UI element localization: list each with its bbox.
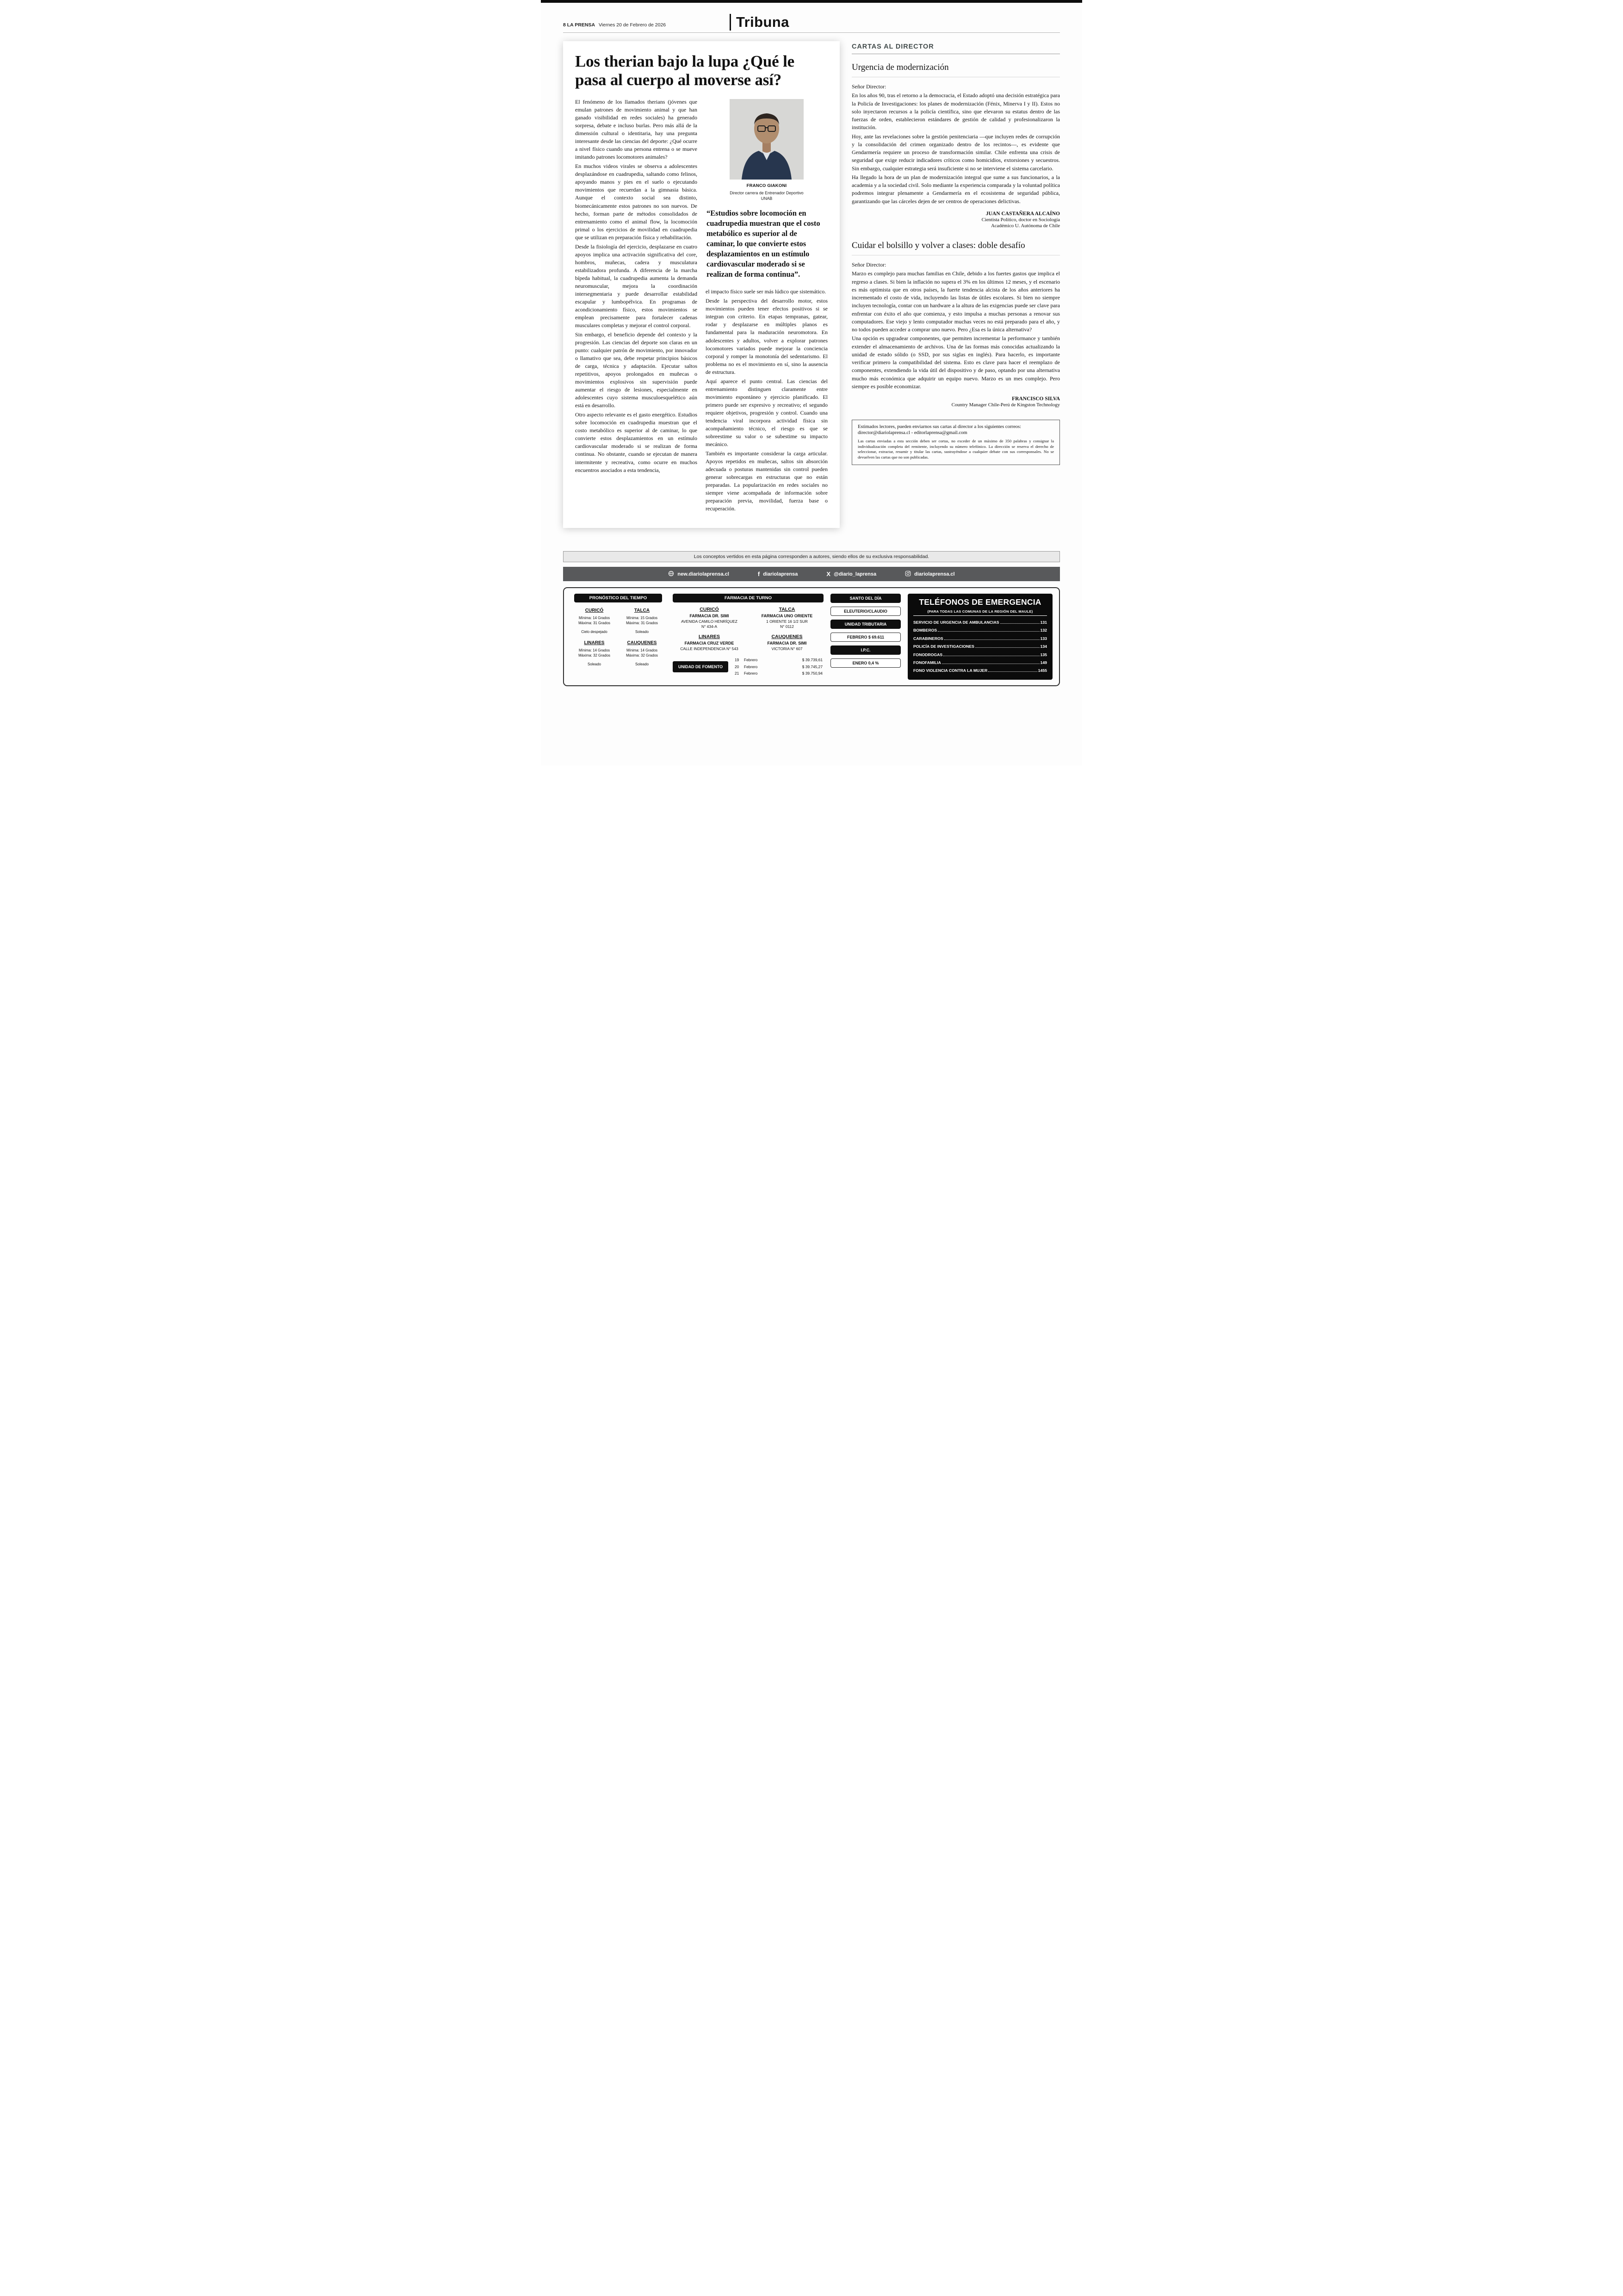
- article-paragraph: Sin embargo, el beneficio depende del contexto y la progresión. Las ciencias del deporte son claras en un punto: cualquier patrón de movimiento, por innovador o llamativo que sea, debe respetar principios básicos de carga, técnica y adaptación. Ejecutar saltos repetitivos, apoyos prolongados en muñecas o movimientos explosivos sin supervisión puede aumentar el riesgo de lesiones, especialmente en adolescentes cuyo sistema musculoesquelético aún está en desarrollo.: [575, 331, 697, 409]
- photo-credit-name: FRANCO GIAKONI: [746, 183, 787, 189]
- pharmacy-entry-linares: [673, 634, 746, 652]
- emergency-number: 132: [1040, 628, 1047, 633]
- edition-label: 8 LA PRENSA: [563, 22, 595, 28]
- photo-caption: [730, 183, 804, 201]
- pharmacy-address: CALLE INDEPENDENCIA N° 543: [680, 646, 738, 651]
- uf-month: Febrero: [743, 664, 758, 669]
- social-item-x: [826, 571, 876, 577]
- leader-dots: [944, 639, 1040, 640]
- weather-city-name: TALCA: [634, 608, 650, 613]
- header-rule: [563, 32, 1060, 33]
- emergency-label: FONOFAMILIA: [913, 660, 941, 665]
- leader-dots: [938, 631, 1039, 632]
- emergency-label: SERVICIO DE URGENCIA DE AMBULANCIAS: [913, 620, 999, 625]
- emergency-number: 133: [1040, 636, 1047, 641]
- weather-min: Mínima: 14 Grados: [578, 648, 610, 652]
- uf-value: $ 39.739,61: [802, 657, 823, 662]
- edition-date: Viernes 20 de Febrero de 2026: [598, 22, 666, 28]
- instagram-icon: [905, 571, 911, 578]
- pharmacy-address: AVENIDA CAMILO HENRÍQUEZ: [681, 619, 737, 624]
- uf-day: 21: [734, 671, 739, 676]
- submission-emails: director@diariolaprensa.cl - editorlaprensa@gmail.com: [858, 430, 967, 436]
- signature-role: Cientista Político, doctor en Sociología: [981, 217, 1060, 223]
- globe-icon: [668, 571, 674, 578]
- weather-city-curico: [570, 608, 618, 634]
- letter-cuidar-el-bolsillo: [852, 241, 1060, 408]
- unidad-tributaria-title: UNIDAD TRIBUTARIA: [830, 620, 901, 629]
- weather-city-grid: [570, 608, 666, 666]
- article-column-1: [575, 98, 697, 514]
- weather-max: Máxima: 31 Grados: [626, 621, 658, 626]
- weather-min: Mínima: 15 Grados: [626, 616, 658, 620]
- main-content: [563, 41, 1060, 541]
- ipc-value: ENERO 0,4 %: [830, 658, 901, 668]
- pharmacy-city: CURICÓ: [700, 607, 719, 612]
- article-paragraph: Desde la fisiología del ejercicio, desplazarse en cuatro apoyos implica una activación significativa del core, hombros, muñecas, cadera y musculatura estabilizadora profunda. A diferencia de la marcha bípeda habitual, la cuadrupedia aumenta la demanda neuromuscular, mejora la coordinación intersegmentaria y puede desarrollar estabilidad escapular y lumbopélvica. En programas de acondicionamiento físico, estos movimientos se emplean precisamente para fortalecer cadenas musculares completas y mejorar el control corporal.: [575, 243, 697, 329]
- unidad-tributaria-value: FEBRERO $ 69.611: [830, 633, 901, 642]
- feature-article: [563, 41, 840, 528]
- signature-role: Académico U. Autónoma de Chile: [991, 223, 1060, 229]
- letter-signature: [852, 211, 1060, 229]
- emergency-row: [913, 635, 1047, 643]
- social-web-handle: new.diariolaprensa.cl: [677, 571, 729, 577]
- ipc-title: I.P.C.: [830, 645, 901, 655]
- emergency-title: TELÉFONOS DE EMERGENCIA: [919, 597, 1041, 607]
- emergency-label: FONODROGAS: [913, 652, 943, 657]
- uf-value: $ 39.745,27: [802, 664, 823, 669]
- letter-paragraph: En los años 90, tras el retorno a la democracia, el Estado adoptó una decisión estratégica para la Policía de Investigaciones: los planes de modernización (Fénix, Minerva I y II). Estos no solo inyectaron recursos a la policía científica, sino que elevaron su estatus dentro de las fuerzas de orden, establecieron estándares de gestión de calidad y profesionalizaron la institución.: [852, 92, 1060, 131]
- section-divider-bar: [730, 14, 731, 31]
- weather-section: [570, 594, 666, 680]
- info-footer: [563, 587, 1060, 686]
- portrait-photo: [730, 99, 804, 180]
- uf-title: UNIDAD DE FOMENTO: [673, 661, 728, 672]
- pharmacy-section: [673, 594, 824, 680]
- weather-city-name: CURICÓ: [585, 608, 604, 613]
- uf-day: 19: [734, 657, 739, 662]
- article-columns: [575, 98, 828, 514]
- uf-row: [734, 657, 824, 664]
- letters-section-title: CARTAS AL DIRECTOR: [852, 43, 934, 50]
- article-paragraph: Otro aspecto relevante es el gasto energético. Estudios sobre locomoción en cuadrupedia muestran que el costo metabólico es superior al de caminar, lo que convierte estos desplazamientos en un estímulo cardiovascular moderado si se realizan de forma continua. No obstante, cuando se ejecutan de manera intermitente y recreativa, como ocurre en muchos encuentros asociados a esta tendencia,: [575, 411, 697, 473]
- article-paragraph: En muchos videos virales se observa a adolescentes desplazándose en cuadrupedia, saltando como felinos, apoyando manos y pies en el suelo o ejecutando movimientos que recuerdan a la gimnasia básica. Aunque el contexto social sea distinto, biomecánicamente estos patrones no son nuevos. De hecho, forman parte de métodos consolidados de entrenamiento como el animal flow, la locomoción primal o los ejercicios de movilidad en cuadrupedia que se utilizan en preparación física y rehabilitación.: [575, 163, 697, 241]
- weather-condition: Soleado: [588, 662, 601, 666]
- indicators-section: [830, 594, 901, 680]
- emergency-label: BOMBEROS: [913, 628, 937, 633]
- article-photo-block: [730, 99, 804, 201]
- pharmacy-name: FARMACIA DR. SIMI: [689, 614, 729, 618]
- section-title-block: [730, 14, 789, 31]
- emergency-row: [913, 619, 1047, 627]
- pharmacy-city: LINARES: [698, 634, 720, 640]
- uf-month: Febrero: [743, 671, 758, 676]
- weather-condition: Soleado: [635, 662, 649, 666]
- emergency-number: 131: [1040, 620, 1047, 625]
- newspaper-page: [541, 0, 1082, 765]
- disclaimer-strip: Los conceptos vertidos en esta página corresponden a autores, siendo ellos de su exclusiva responsabilidad.: [563, 551, 1060, 562]
- pharmacy-address: N° 434-A: [701, 624, 718, 629]
- uf-row: [734, 670, 824, 677]
- leader-dots: [975, 647, 1040, 648]
- article-paragraph: El fenómeno de los llamados therians (jóvenes que emulan patrones de movimiento animal y que han ganado visibilidad en redes sociales) ha generado sorpresa, debate e incluso burlas. Pero más allá de la dimensión cultural o identitaria, hay una pregunta interesante desde las ciencias del deporte: ¿Qué ocurre a nivel físico cuando una persona entrena o se mueve imitando patrones locomotores animales?: [575, 99, 697, 161]
- photo-credit-role: Director carrera de Entrenador Deportivo UNAB: [730, 190, 804, 201]
- weather-max: Máxima: 32 Grados: [578, 653, 610, 658]
- pharmacy-entry-curico: [673, 607, 746, 629]
- uf-value: $ 39.750,94: [802, 671, 823, 676]
- letter-paragraph: Una opción es upgradear componentes, que permiten incrementar la performance y también extender el almacenamiento de archivos. Una de las formas más conocidas actualizando la unidad de estado sólido (o SSD, por sus siglas en inglés). Para hacerlo, es importante verificar primero la compatibilidad del sistema. Esto es clave para hacer el reemplazo de componentes, extendiendo la vida útil del dispositivo y de paso, optando por una alternativa mucho más económica que adquirir un equipo nuevo. Marzo es un mes complejo. Pero siempre es posible economizar.: [852, 335, 1060, 390]
- uf-day: 20: [734, 664, 739, 669]
- weather-min: Mínima: 14 Grados: [626, 648, 658, 652]
- weather-section-title: PRONÓSTICO DEL TIEMPO: [574, 594, 662, 602]
- emergency-row: [913, 659, 1047, 667]
- emergency-number: 135: [1040, 652, 1047, 657]
- signature-name: JUAN CASTAÑERA ALCAÍNO: [985, 211, 1060, 217]
- emergency-subtitle: (PARA TODAS LAS COMUNAS DE LA REGIÓN DEL MAULE): [913, 609, 1047, 616]
- section-title: Tribuna: [736, 14, 789, 30]
- pull-quote: “Estudios sobre locomoción en cuadrupedia muestran que el costo metabólico es superior al de caminar, lo que convierte estos desplazamientos en un estímulo cardiovascular moderado si se realizan de forma continua”.: [706, 208, 820, 279]
- pharmacy-grid: [673, 607, 824, 652]
- social-x-handle: @diario_laprensa: [834, 571, 877, 577]
- weather-max: Máxima: 32 Grados: [626, 653, 658, 658]
- weather-city-name: LINARES: [584, 640, 605, 645]
- letter-urgencia-de-modernizacion: [852, 62, 1060, 229]
- uf-row: [734, 664, 824, 670]
- emergency-number: 149: [1040, 660, 1047, 665]
- uf-table: [734, 657, 824, 677]
- article-headline: Los therian bajo la lupa ¿Qué le pasa al cuerpo al moverse así?: [575, 52, 794, 89]
- edition-meta: [563, 22, 666, 28]
- pharmacy-entry-talca: [750, 607, 824, 629]
- emergency-row: [913, 651, 1047, 659]
- signature-name: FRANCISCO SILVA: [1012, 396, 1060, 402]
- pharmacy-city: TALCA: [779, 607, 795, 612]
- letter-title: Cuidar el bolsillo y volver a clases: doble desafío: [852, 241, 1060, 255]
- article-paragraph: Aquí aparece el punto central. Las ciencias del entrenamiento distinguen claramente entre movimiento espontáneo y ejercicio planificado. El primero puede ser expresivo y recreativo; el segundo requiere objetivos, progresión y control. Cuando una tendencia viral incorpora actividad física sin acompañamiento técnico, el riesgo es que se sobreestime su valor o se subestime su impacto mecánico.: [706, 378, 828, 447]
- letter-paragraph: Ha llegado la hora de un plan de modernización integral que sume a sus funcionarios, a la academia y a la sociedad civil. Solo mediante la experiencia comparada y la voluntad política podremos integrar plenamente a Gendarmería en el ecosistema de seguridad pública, garantizando que las cárceles dejen de ser centros de operaciones delictivas.: [852, 174, 1060, 205]
- letter-title: Urgencia de modernización: [852, 62, 1060, 77]
- weather-max: Máxima: 31 Grados: [578, 621, 610, 626]
- emergency-label: POLICÍA DE INVESTIGACIONES: [913, 644, 974, 649]
- article-paragraph: el impacto físico suele ser más lúdico que sistemático.: [706, 288, 826, 295]
- pharmacy-address: VICTORIA N° 607: [771, 646, 803, 651]
- weather-min: Mínima: 14 Grados: [578, 616, 610, 620]
- page-header: [541, 3, 1082, 32]
- emergency-number: 134: [1040, 644, 1047, 649]
- social-item-facebook: [758, 571, 798, 577]
- emergency-row: [913, 627, 1047, 634]
- article-paragraph: También es importante considerar la carga articular. Apoyos repetidos en muñecas, saltos sin absorción adecuada o posturas mantenidas sin control pueden generar sobrecargas en estructuras que no están preparadas. La popularización en redes sociales no siempre viene acompañada de información sobre preparación previa, movilidad, fuerza base o recuperación.: [706, 450, 828, 512]
- weather-city-name: CAUQUENES: [627, 640, 657, 645]
- letters-column: [852, 41, 1060, 465]
- pharmacy-address: N° 0112: [780, 624, 794, 629]
- article-column-2: [706, 98, 828, 514]
- pharmacy-name: FARMACIA CRUZ VERDE: [684, 641, 734, 646]
- submission-legal-text: Las cartas enviadas a esta sección deben ser cortas, no exceder de un máximo de 350 palabras y consignar la individualización completa del remitente, incluyendo su número telefónico. La dirección se reserva el derecho de seleccionar, extractar, resumir y titular las cartas, sustrayéndose a cualquier debate con sus corresponsales. No se devuelven las cartas que no son publicadas.: [858, 439, 1054, 460]
- letter-salutation: Señor Director:: [852, 261, 886, 268]
- pharmacy-entry-cauquenes: [750, 634, 824, 652]
- pharmacy-city: CAUQUENES: [771, 634, 803, 640]
- leader-dots: [988, 671, 1037, 672]
- santo-del-dia-value: ELEUTERIO/CLAUDIO: [830, 607, 901, 616]
- pharmacy-section-title: FARMACIA DE TURNO: [673, 594, 824, 602]
- emergency-label: CARABINEROS: [913, 636, 943, 641]
- pharmacy-address: 1 ORIENTE 16 1/2 SUR: [766, 619, 808, 624]
- facebook-icon: f: [757, 571, 760, 577]
- emergency-label: FONO VIOLENCIA CONTRA LA MUJER: [913, 668, 988, 673]
- emergency-phones-section: [908, 594, 1053, 680]
- santo-del-dia-title: SANTO DEL DÍA: [830, 594, 901, 603]
- uf-month: Febrero: [743, 657, 758, 662]
- leader-dots: [1000, 623, 1040, 624]
- portrait-photo-illustration: [730, 99, 804, 180]
- emergency-row: [913, 643, 1047, 651]
- weather-city-linares: [570, 640, 618, 666]
- signature-role: Country Manager Chile-Perú de Kingston Technology: [951, 402, 1060, 408]
- letters-submission-box: [852, 420, 1060, 465]
- social-item-web: [668, 571, 729, 578]
- letter-paragraph: Marzo es complejo para muchas familias en Chile, debido a los fuertes gastos que implica el regreso a clases. Si bien la inflación no supera el 3% en los últimos 12 meses, y el escenario es más optimista que en otros países, la fuerte tendencia alcista de los años anteriores ha incrementado el costo de vida, incluyendo las listas de útiles escolares. Si bien no siempre incluyen tecnología, contar con un hardware a la altura de las exigencias puede ser clave para enfrentar con éxito el año que comienza, y esto impulsa a muchas personas a renovar sus computadores. Ese viejo y lento computador muchas veces no está preparado para el año, y no todos pueden acceder a comprar uno nuevo. Pero ¿Esa es la única alternativa?: [852, 270, 1060, 333]
- social-instagram-handle: diariolaprensa.cl: [914, 571, 955, 577]
- letter-salutation: Señor Director:: [852, 83, 886, 90]
- weather-city-talca: [618, 608, 666, 634]
- weather-condition: Cielo despejado: [581, 629, 607, 634]
- pharmacy-name: FARMACIA UNO ORIENTE: [761, 614, 813, 618]
- submission-intro: Estimados lectores, pueden enviarnos sus cartas al director a los siguientes correos:: [858, 424, 1022, 430]
- social-facebook-handle: diariolaprensa: [763, 571, 798, 577]
- weather-condition: Soleado: [635, 629, 649, 634]
- social-item-instagram: [905, 571, 954, 578]
- social-bar: [563, 567, 1060, 581]
- uf-block: [673, 657, 824, 677]
- emergency-number: 1455: [1038, 668, 1047, 673]
- x-twitter-icon: X: [826, 571, 831, 577]
- letter-signature: [852, 396, 1060, 408]
- emergency-row: [913, 667, 1047, 675]
- article-paragraph: Desde la perspectiva del desarrollo motor, estos movimientos pueden tener efectos positivos si se integran con criterio. En etapas tempranas, gatear, rodar y desplazarse en múltiples planos es fundamental para la maduración neuromotora. En adolescentes y adultos, volver a explorar patrones locomotores variados puede mejorar la conciencia corporal y romper la monotonía del sedentarismo. El problema no es el movimiento en sí, sino la ausencia de estructura.: [706, 298, 828, 375]
- letter-paragraph: Hoy, ante las revelaciones sobre la gestión penitenciaria —que incluyen redes de corrupción y la consolidación del crimen organizado dentro de los recintos—, es evidente que Gendarmería requiere un proceso de transformación similar. Chile enfrenta una crisis de seguridad que exige reducir indicadores críticos como homicidios, extorsiones y secuestros. Sin embargo, cualquier estrategia será insuficiente si no se interviene el sistema carcelario.: [852, 133, 1060, 172]
- pharmacy-name: FARMACIA DR. SIMI: [767, 641, 807, 646]
- weather-city-cauquenes: [618, 640, 666, 666]
